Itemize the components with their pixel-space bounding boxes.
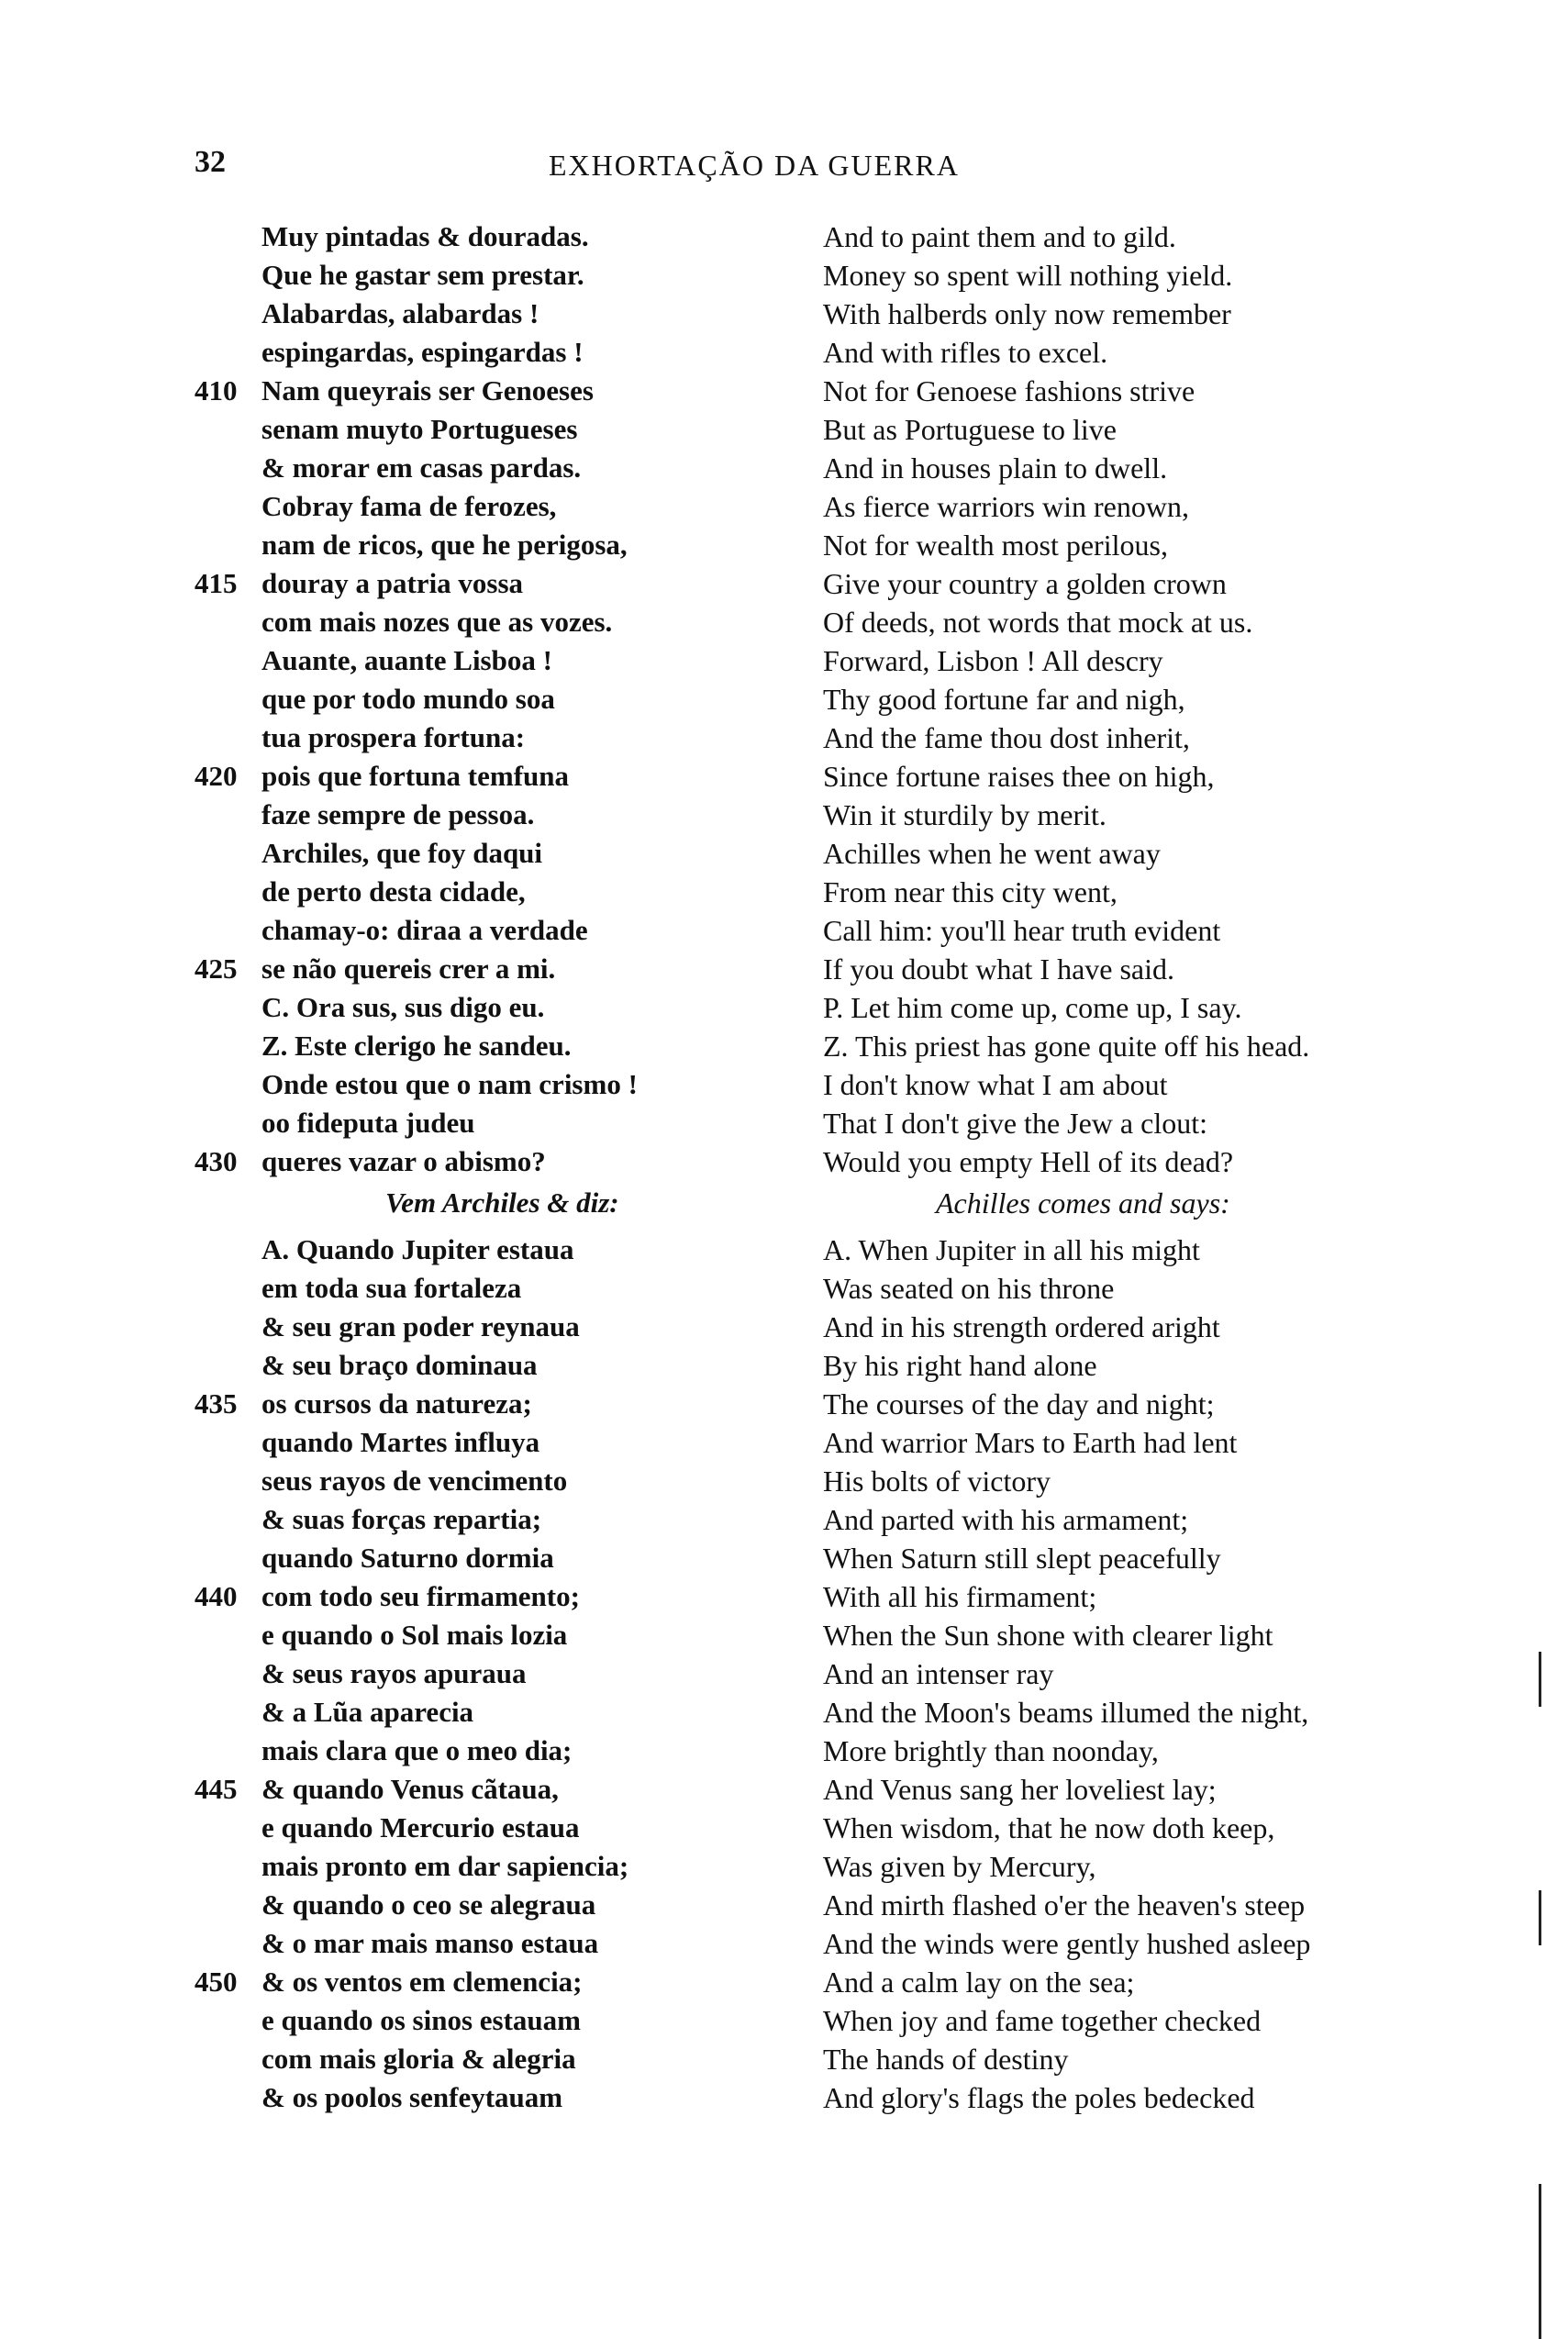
english-verse-line: And the fame thou dost inherit,	[823, 721, 1190, 754]
english-verse-line: A. When Jupiter in all his might	[823, 1233, 1200, 1266]
line-number: 425	[195, 952, 238, 985]
english-verse-line: And mirth flashed o'er the heaven's steep	[823, 1888, 1306, 1921]
portuguese-verse-line: senam muyto Portugueses	[261, 413, 578, 445]
english-verse-line: When the Sun shone with clearer light	[823, 1619, 1273, 1652]
english-verse-line: Give your country a golden crown	[823, 567, 1227, 600]
line-number: 450	[195, 1966, 238, 1998]
english-verse-line: Win it sturdily by merit.	[823, 798, 1106, 831]
portuguese-verse-line: & seus rayos apuraua	[261, 1657, 527, 1689]
english-verse-line: And to paint them and to gild.	[823, 220, 1176, 253]
english-verse-line: And glory's flags the poles bedecked	[823, 2081, 1255, 2114]
portuguese-verse-line: de perto desta cidade,	[261, 875, 526, 908]
portuguese-verse-line: Alabardas, alabardas !	[261, 297, 539, 329]
english-verse-line: And a calm lay on the sea;	[823, 1966, 1135, 1999]
english-verse-line: When wisdom, that he now doth keep,	[823, 1811, 1275, 1844]
portuguese-verse-line: & seu braço dominaua	[261, 1349, 538, 1381]
line-number: 435	[195, 1387, 238, 1420]
english-verse-line: Money so spent will nothing yield.	[823, 259, 1233, 292]
stage-direction-english: Achilles comes and says:	[936, 1186, 1230, 1220]
portuguese-verse-line: espingardas, espingardas !	[261, 336, 584, 368]
portuguese-verse-line: os cursos da natureza;	[261, 1387, 532, 1420]
portuguese-verse-line: pois que fortuna temfuna	[261, 760, 570, 792]
portuguese-verse-line: oo fideputa judeu	[261, 1107, 475, 1139]
english-verse-line: By his right hand alone	[823, 1349, 1097, 1382]
portuguese-verse-line: Archiles, que foy daqui	[261, 837, 543, 869]
line-number: 430	[195, 1145, 238, 1177]
page-edge-mark	[1539, 2184, 1541, 2339]
english-verse-line: And in his strength ordered aright	[823, 1310, 1220, 1343]
english-verse-line: And in houses plain to dwell.	[823, 451, 1168, 485]
portuguese-verse-line: quando Martes influya	[261, 1426, 540, 1458]
english-verse-line: If you doubt what I have said.	[823, 952, 1175, 986]
english-verse-line: The hands of destiny	[823, 2043, 1069, 2076]
portuguese-verse-line: quando Saturno dormia	[261, 1542, 554, 1574]
english-verse-line: But as Portuguese to live	[823, 413, 1117, 446]
line-number: 445	[195, 1773, 238, 1805]
english-verse-line: And parted with his armament;	[823, 1503, 1189, 1536]
english-verse-line: I don't know what I am about	[823, 1068, 1168, 1101]
line-number: 420	[195, 760, 238, 792]
stage-direction-portuguese: Vem Archiles & diz:	[385, 1186, 619, 1219]
english-verse-line: Thy good fortune far and nigh,	[823, 683, 1185, 716]
portuguese-verse-line: Cobray fama de ferozes,	[261, 490, 557, 522]
english-verse-line: P. Let him come up, come up, I say.	[823, 991, 1242, 1024]
portuguese-verse-line: com mais gloria & alegria	[261, 2043, 576, 2075]
portuguese-verse-line: Muy pintadas & douradas.	[261, 220, 589, 252]
english-verse-line: Forward, Lisbon ! All descry	[823, 644, 1163, 677]
english-verse-line: The courses of the day and night;	[823, 1387, 1215, 1420]
portuguese-verse-line: nam de ricos, que he perigosa,	[261, 529, 628, 561]
english-verse-line: More brightly than noonday,	[823, 1734, 1159, 1767]
english-verse-line: Of deeds, not words that mock at us.	[823, 606, 1253, 639]
portuguese-verse-line: seus rayos de vencimento	[261, 1465, 568, 1497]
portuguese-verse-line: faze sempre de pessoa.	[261, 798, 535, 830]
english-verse-line: Achilles when he went away	[823, 837, 1161, 870]
portuguese-verse-line: e quando os sinos estauam	[261, 2004, 581, 2036]
english-verse-line: Z. This priest has gone quite off his head.	[823, 1030, 1310, 1063]
english-verse-line: Since fortune raises thee on high,	[823, 760, 1215, 793]
english-verse-line: With all his firmament;	[823, 1580, 1097, 1613]
english-verse-line: That I don't give the Jew a clout:	[823, 1107, 1207, 1140]
portuguese-verse-line: e quando Mercurio estaua	[261, 1811, 580, 1843]
english-verse-line: When joy and fame together checked	[823, 2004, 1262, 2037]
line-number: 410	[195, 374, 238, 407]
portuguese-verse-line: & quando Venus cãtaua,	[261, 1773, 559, 1805]
portuguese-verse-line: Z. Este clerigo he sandeu.	[261, 1030, 572, 1062]
portuguese-verse-line: Nam queyrais ser Genoeses	[261, 374, 594, 407]
portuguese-verse-line: C. Ora sus, sus digo eu.	[261, 991, 545, 1023]
portuguese-verse-line: mais pronto em dar sapiencia;	[261, 1850, 629, 1882]
portuguese-verse-line: se não quereis crer a mi.	[261, 952, 556, 985]
english-verse-line: From near this city went,	[823, 875, 1118, 908]
english-verse-line: Not for Genoese fashions strive	[823, 374, 1195, 407]
english-verse-line: And an intenser ray	[823, 1657, 1054, 1690]
page-edge-mark	[1539, 1890, 1541, 1945]
english-verse-line: And the winds were gently hushed asleep	[823, 1927, 1311, 1960]
english-verse-line: With halberds only now remember	[823, 297, 1231, 330]
portuguese-verse-line: A. Quando Jupiter estaua	[261, 1233, 574, 1265]
portuguese-verse-line: & morar em casas pardas.	[261, 451, 582, 484]
portuguese-verse-line: & o mar mais manso estaua	[261, 1927, 599, 1959]
running-title: EXHORTAÇÃO DA GUERRA	[549, 149, 960, 182]
english-verse-line: And the Moon's beams illumed the night,	[823, 1696, 1309, 1729]
portuguese-verse-line: e quando o Sol mais lozia	[261, 1619, 568, 1651]
portuguese-verse-line: Onde estou que o nam crismo !	[261, 1068, 638, 1100]
portuguese-verse-line: douray a patria vossa	[261, 567, 524, 599]
english-verse-line: Not for wealth most perilous,	[823, 529, 1168, 562]
portuguese-verse-line: mais clara que o meo dia;	[261, 1734, 573, 1766]
page-number: 32	[195, 145, 226, 179]
english-verse-line: When Saturn still slept peacefully	[823, 1542, 1221, 1575]
portuguese-verse-line: com todo seu firmamento;	[261, 1580, 580, 1612]
portuguese-verse-line: & suas forças repartia;	[261, 1503, 542, 1535]
portuguese-verse-line: & os ventos em clemencia;	[261, 1966, 583, 1998]
english-verse-line: Would you empty Hell of its dead?	[823, 1145, 1234, 1178]
english-verse-line: As fierce warriors win renown,	[823, 490, 1189, 523]
portuguese-verse-line: queres vazar o abismo?	[261, 1145, 546, 1177]
portuguese-verse-line: tua prospera fortuna:	[261, 721, 526, 753]
portuguese-verse-line: Auante, auante Lisboa !	[261, 644, 552, 676]
portuguese-verse-line: chamay-o: diraa a verdade	[261, 914, 588, 946]
portuguese-verse-line: Que he gastar sem prestar.	[261, 259, 584, 291]
portuguese-verse-line: & os poolos senfeytauam	[261, 2081, 563, 2113]
english-verse-line: Was given by Mercury,	[823, 1850, 1096, 1883]
portuguese-verse-line: em toda sua fortaleza	[261, 1272, 522, 1304]
portuguese-verse-line: que por todo mundo soa	[261, 683, 555, 715]
portuguese-verse-line: & quando o ceo se alegraua	[261, 1888, 596, 1921]
english-verse-line: And Venus sang her loveliest lay;	[823, 1773, 1217, 1806]
english-verse-line: His bolts of victory	[823, 1465, 1051, 1498]
english-verse-line: Call him: you'll hear truth evident	[823, 914, 1221, 947]
page-edge-mark	[1539, 1652, 1541, 1707]
english-verse-line: And warrior Mars to Earth had lent	[823, 1426, 1238, 1459]
portuguese-verse-line: & seu gran poder reynaua	[261, 1310, 580, 1342]
line-number: 415	[195, 567, 238, 599]
english-verse-line: Was seated on his throne	[823, 1272, 1115, 1305]
english-verse-line: And with rifles to excel.	[823, 336, 1108, 369]
portuguese-verse-line: & a Lũa aparecia	[261, 1696, 474, 1728]
portuguese-verse-line: com mais nozes que as vozes.	[261, 606, 613, 638]
line-number: 440	[195, 1580, 238, 1612]
